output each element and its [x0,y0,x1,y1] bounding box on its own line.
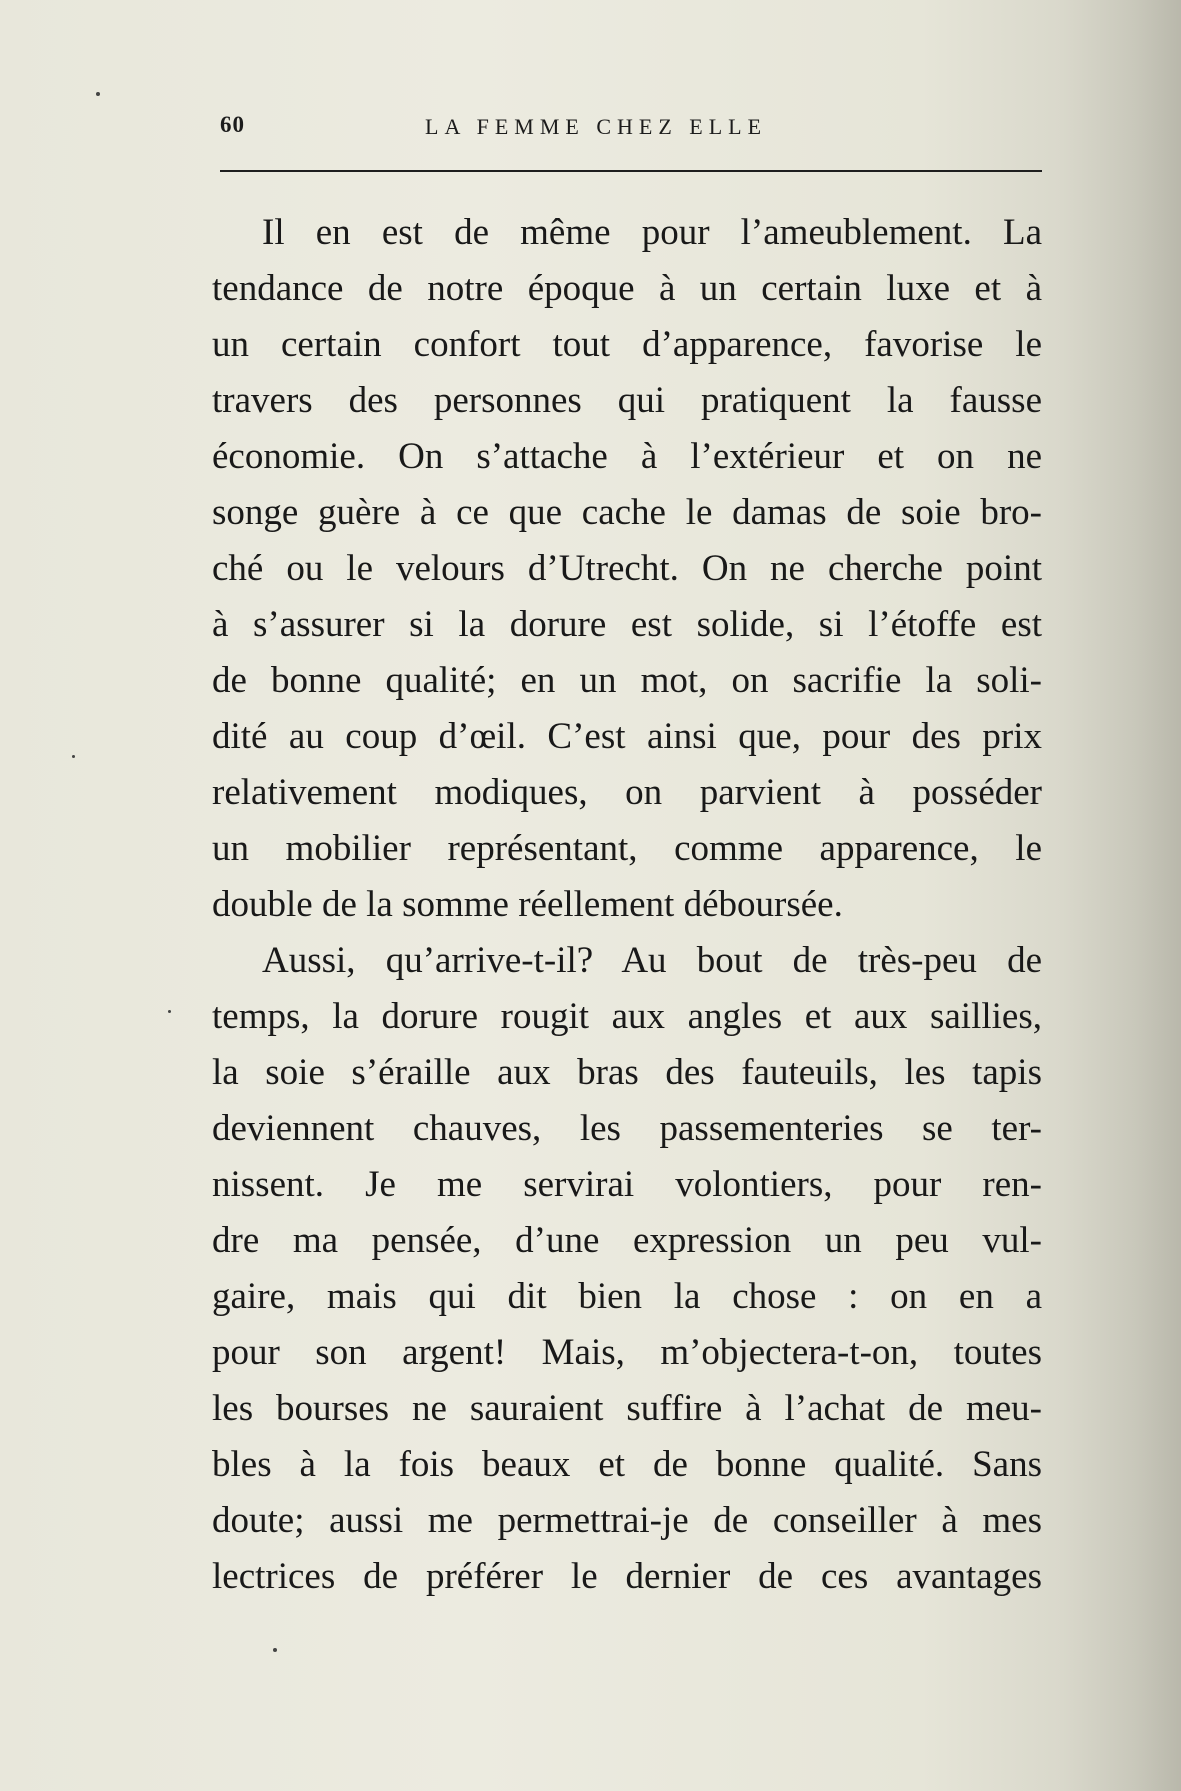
print-speck [168,1010,171,1013]
text-line: travers des personnes qui pratiquent la fausse [212,380,1042,421]
running-head [220,112,1045,152]
text-line: ché ou le velours d’Utrecht. On ne cherche point [212,548,1042,589]
page-number: 60 [220,112,245,137]
text-line: de bonne qualité; en un mot, on sacrifie la soli- [212,660,1042,701]
text-line: Il en est de même pour l’ameublement. La [262,212,1042,253]
print-speck [273,1648,277,1652]
text-line: tendance de notre époque à un certain luxe et à [212,268,1042,309]
text-line: gaire, mais qui dit bien la chose : on en a [212,1276,1042,1317]
text-line: songe guère à ce que cache le damas de soie bro- [212,492,1042,533]
print-speck [96,92,100,96]
book-title: LA FEMME CHEZ ELLE [425,114,768,139]
text-line: à s’assurer si la dorure est solide, si l’étoffe est [212,604,1042,645]
body-text [212,205,1042,1605]
header-rule [220,170,1042,172]
text-line: un mobilier représentant, comme apparence, le [212,828,1042,869]
text-line: Aussi, qu’arrive-t-il? Au bout de très-peu de [262,940,1042,981]
text-line: un certain confort tout d’apparence, favorise le [212,324,1042,365]
text-line: temps, la dorure rougit aux angles et aux saillies, [212,996,1042,1037]
text-line: dité au coup d’œil. C’est ainsi que, pour des prix [212,716,1042,757]
text-line: doute; aussi me permettrai-je de conseiller à mes [212,1500,1042,1541]
text-line: relativement modiques, on parvient à posséder [212,772,1042,813]
paragraph-1 [212,205,1042,933]
text-line: la soie s’éraille aux bras des fauteuils, les tapis [212,1052,1042,1093]
text-line: lectrices de préférer le dernier de ces avantages [212,1556,1042,1597]
text-line: double de la somme réellement déboursée. [212,884,843,925]
text-line: bles à la fois beaux et de bonne qualité. Sans [212,1444,1042,1485]
text-line: pour son argent! Mais, m’objectera-t-on, toutes [212,1332,1042,1373]
text-line: les bourses ne sauraient suffire à l’achat de meu- [212,1388,1042,1429]
print-speck [72,755,75,758]
paragraph-2 [212,933,1042,1605]
text-line: économie. On s’attache à l’extérieur et on ne [212,436,1042,477]
text-line: deviennent chauves, les passementeries se ter- [212,1108,1042,1149]
text-line: nissent. Je me servirai volontiers, pour ren- [212,1164,1042,1205]
text-line: dre ma pensée, d’une expression un peu vul- [212,1220,1042,1261]
